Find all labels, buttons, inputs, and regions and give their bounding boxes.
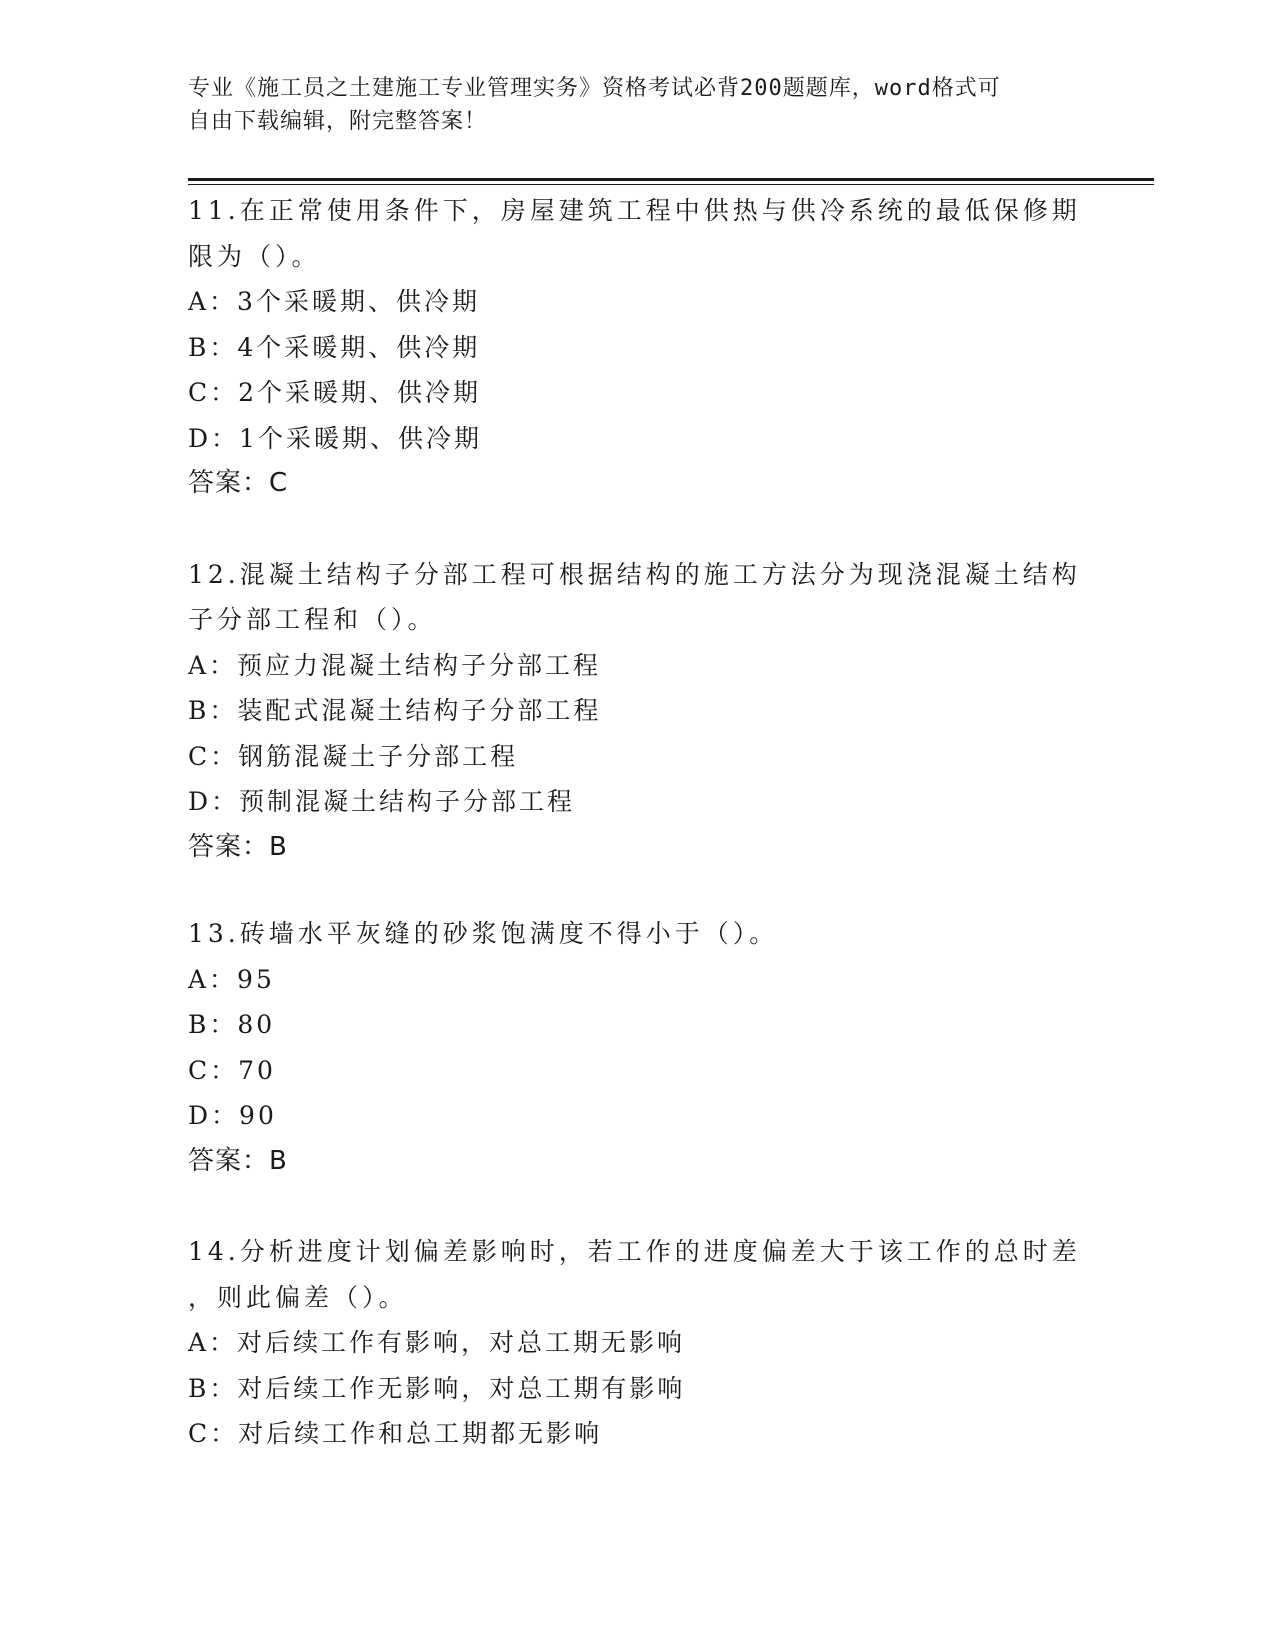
question-13 (188, 911, 1088, 1184)
option-c: C：2个采暖期、供冷期 (188, 378, 482, 407)
question-stem-continued: 子分部工程和（）。 (188, 605, 437, 634)
question-12 (188, 552, 1088, 871)
option-a: A：预应力混凝土结构子分部工程 (188, 650, 602, 680)
question-spacer (188, 870, 1088, 911)
header-title-line-2: 自由下载编辑，附完整答案！ (188, 109, 488, 134)
question-stem-continued: 限为（）。 (188, 241, 321, 271)
question-stem: 13.砖墙水平灰缝的砂浆饱满度不得小于（）。 (188, 919, 779, 948)
question-stem-continued: ，则此偏差（）。 (188, 1282, 408, 1312)
question-stem: 14.分析进度计划偏差影响时，若工作的进度偏差大于该工作的总时差 (188, 1237, 1081, 1266)
answer: 答案：C (188, 468, 289, 498)
option-b: B：对后续工作无影响，对总工期有影响 (188, 1373, 686, 1403)
option-b: B：4个采暖期、供冷期 (188, 332, 481, 362)
question-list (188, 188, 1088, 1457)
question-14 (188, 1229, 1088, 1457)
option-a: A：3个采暖期、供冷期 (188, 287, 480, 316)
question-spacer (188, 507, 1088, 552)
option-a: A：95 (188, 964, 275, 994)
option-a: A：对后续工作有影响，对总工期无影响 (188, 1328, 686, 1357)
option-c: C：70 (188, 1055, 276, 1085)
option-d: D：预制混凝土结构子分部工程 (188, 787, 576, 816)
question-stem: 11.在正常使用条件下，房屋建筑工程中供热与供冷系统的最低保修期 (188, 196, 1081, 225)
header-title-line-1: 专业《施工员之土建施工专业管理实务》资格考试必背200题题库，word格式可 (188, 76, 1001, 101)
header-rule-thick (188, 178, 1154, 181)
option-b: B：装配式混凝土结构子分部工程 (188, 696, 602, 725)
question-stem: 12.混凝土结构子分部工程可根据结构的施工方法分为现浇混凝土结构 (188, 559, 1081, 589)
question-11 (188, 188, 1088, 507)
question-spacer (188, 1184, 1088, 1229)
option-d: D：1个采暖期、供冷期 (188, 423, 482, 453)
option-c: C：对后续工作和总工期都无影响 (188, 1419, 603, 1448)
answer: 答案：B (188, 831, 288, 862)
option-d: D：90 (188, 1101, 277, 1130)
header-rule-thin (188, 184, 1154, 185)
option-b: B：80 (188, 1010, 276, 1039)
option-c: C：钢筋混凝土子分部工程 (188, 741, 519, 771)
answer: 答案：B (188, 1145, 288, 1176)
document-header (188, 72, 1068, 138)
